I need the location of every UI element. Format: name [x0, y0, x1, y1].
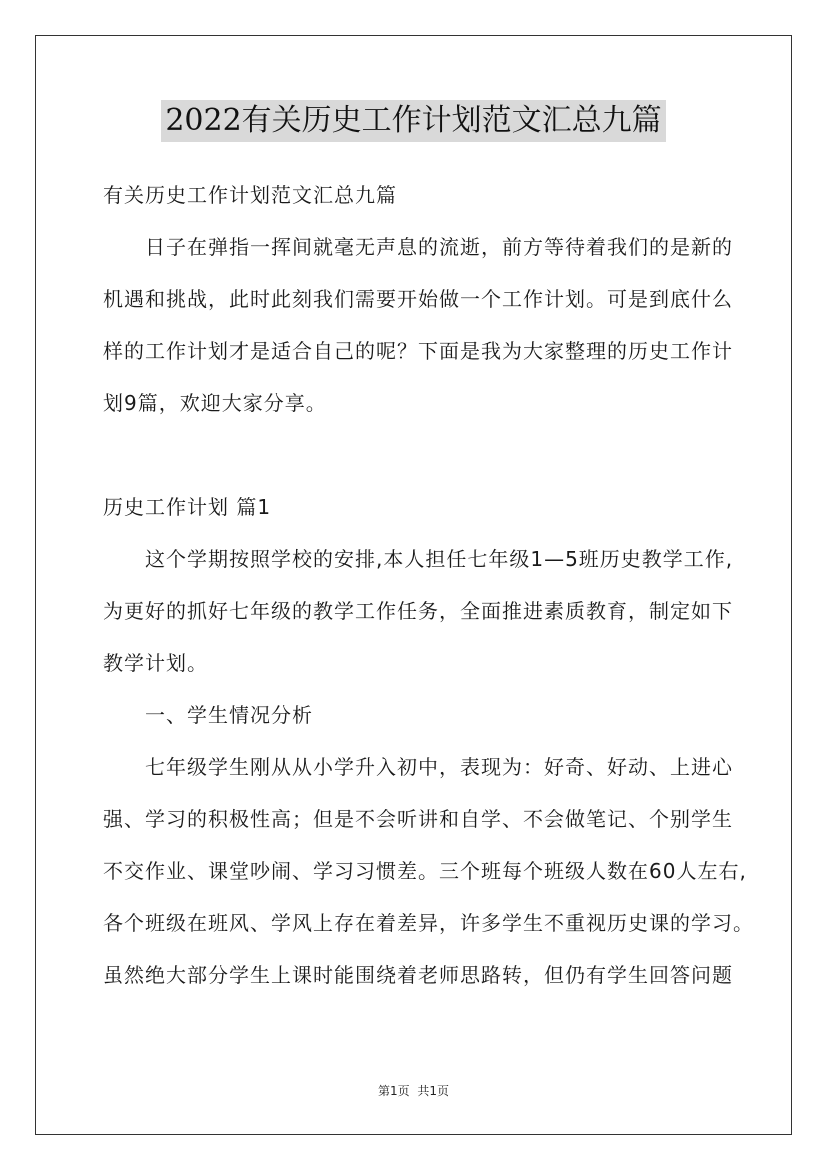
analysis-line: 强、学习的积极性高；但是不会听讲和自学、不会做笔记、个别学生 — [103, 807, 733, 831]
document-subtitle: 有关历史工作计划范文汇总九篇 — [103, 183, 397, 207]
page-number: 第1页 — [377, 1084, 410, 1098]
section-heading: 历史工作计划 篇1 — [103, 495, 272, 519]
page-total: 共1页 — [417, 1084, 450, 1098]
document-title: 2022有关历史工作计划范文汇总九篇 — [161, 100, 665, 142]
title-container — [0, 100, 827, 142]
analysis-line: 七年级学生刚从从小学升入初中，表现为：好奇、好动、上进心 — [145, 755, 733, 779]
analysis-line: 各个班级在班风、学风上存在着差异，许多学生不重视历史课的学习。 — [103, 911, 754, 935]
document-body — [103, 176, 754, 1008]
section-line: 教学计划。 — [103, 651, 208, 675]
section-line: 这个学期按照学校的安排,本人担任七年级1—5班历史教学工作, — [145, 547, 734, 571]
intro-line: 样的工作计划才是适合自己的呢？下面是我为大家整理的历史工作计 — [103, 339, 733, 363]
intro-line: 日子在弹指一挥间就毫无声息的流逝，前方等待着我们的是新的 — [145, 235, 733, 259]
intro-line: 划9篇，欢迎大家分享。 — [103, 391, 327, 415]
paragraph-gap — [103, 436, 733, 488]
analysis-line: 虽然绝大部分学生上课时能围绕着老师思路转，但仍有学生回答问题 — [103, 963, 733, 987]
sub-heading: 一、学生情况分析 — [145, 703, 313, 727]
page-footer — [0, 1082, 827, 1099]
analysis-line: 不交作业、课堂吵闹、学习习惯差。三个班每个班级人数在60人左右, — [103, 859, 747, 883]
intro-line: 机遇和挑战，此时此刻我们需要开始做一个工作计划。可是到底什么 — [103, 287, 733, 311]
section-line: 为更好的抓好七年级的教学工作任务，全面推进素质教育，制定如下 — [103, 599, 733, 623]
